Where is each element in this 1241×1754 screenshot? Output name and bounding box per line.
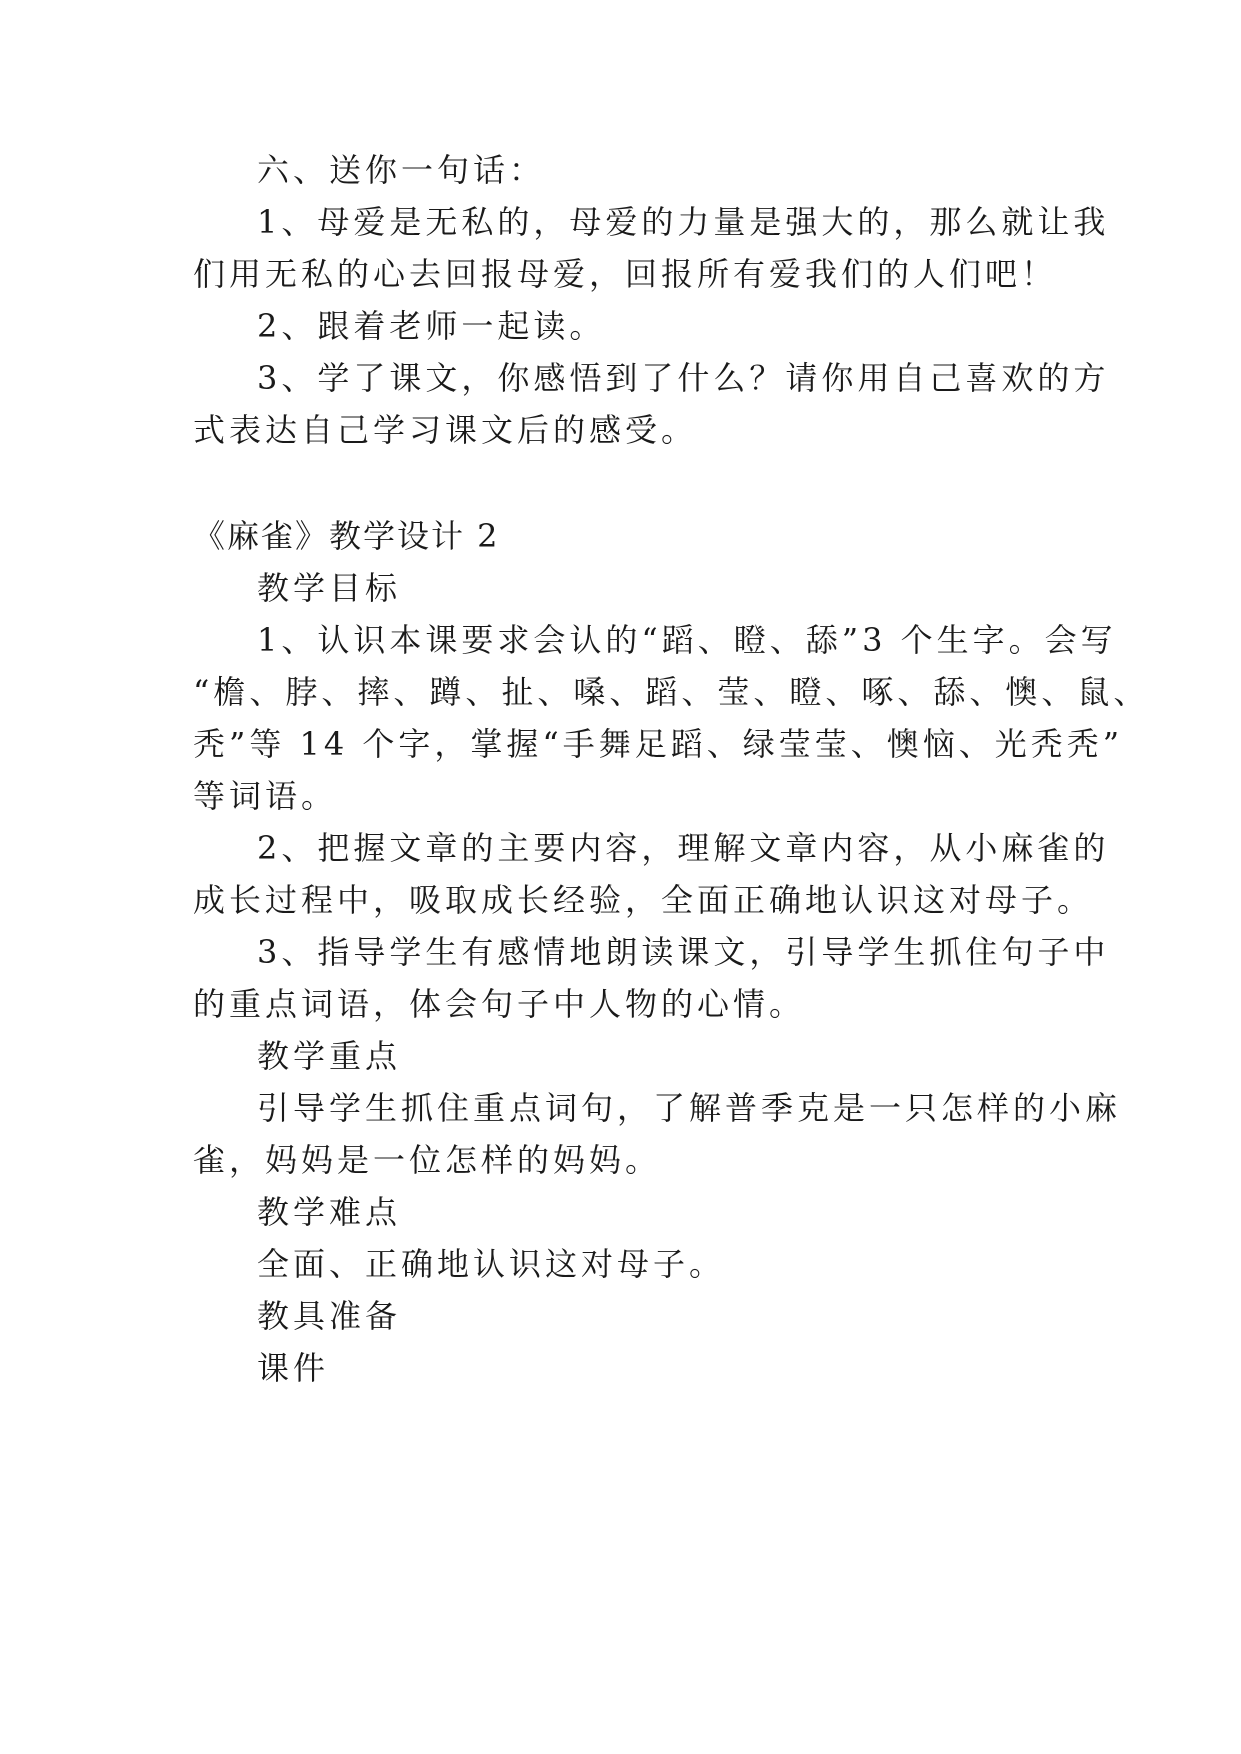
- paragraph-line: 雀，妈妈是一位怎样的妈妈。: [193, 1141, 662, 1179]
- paragraph-line: “檐、脖、摔、蹲、扯、嗓、蹈、莹、瞪、啄、舔、懊、鼠、: [193, 673, 1150, 711]
- paragraph-line: 引导学生抓住重点词句，了解普季克是一只怎样的小麻: [257, 1089, 1122, 1127]
- section-heading-6: 六、送你一句话：: [257, 151, 546, 189]
- paragraph-line: 的重点词语，体会句子中人物的心情。: [193, 985, 806, 1023]
- paragraph-line: 们用无私的心去回报母爱，回报所有爱我们的人们吧！: [193, 255, 1058, 293]
- paragraph-line: 全面、正确地认识这对母子。: [257, 1245, 726, 1283]
- paragraph-line: 1、母爱是无私的，母爱的力量是强大的，那么就让我: [257, 203, 1110, 241]
- paragraph-line: 秃”等 14 个字，掌握“手舞足蹈、绿莹莹、懊恼、光秃秃”: [193, 725, 1124, 763]
- paragraph-line: 2、把握文章的主要内容，理解文章内容，从小麻雀的: [257, 829, 1110, 867]
- section-heading-key: 教学重点: [257, 1037, 402, 1075]
- paragraph-line: 等词语。: [193, 777, 338, 815]
- paragraph-line: 式表达自己学习课文后的感受。: [193, 411, 698, 449]
- section-heading-goals: 教学目标: [257, 569, 402, 607]
- paragraph-line: 成长过程中，吸取成长经验，全面正确地认识这对母子。: [193, 881, 1094, 919]
- document-title: 《麻雀》教学设计 2: [193, 517, 500, 555]
- paragraph-line: 课件: [257, 1349, 330, 1387]
- paragraph-line: 3、指导学生有感情地朗读课文，引导学生抓住句子中: [257, 933, 1110, 971]
- paragraph-line: 3、学了课文，你感悟到了什么？请你用自己喜欢的方: [257, 359, 1110, 397]
- paragraph-line: 1、认识本课要求会认的“蹈、瞪、舔”3 个生字。会写: [257, 621, 1117, 659]
- section-heading-difficulty: 教学难点: [257, 1193, 402, 1231]
- section-heading-prep: 教具准备: [257, 1297, 402, 1335]
- paragraph-line: 2、跟着老师一起读。: [257, 307, 606, 345]
